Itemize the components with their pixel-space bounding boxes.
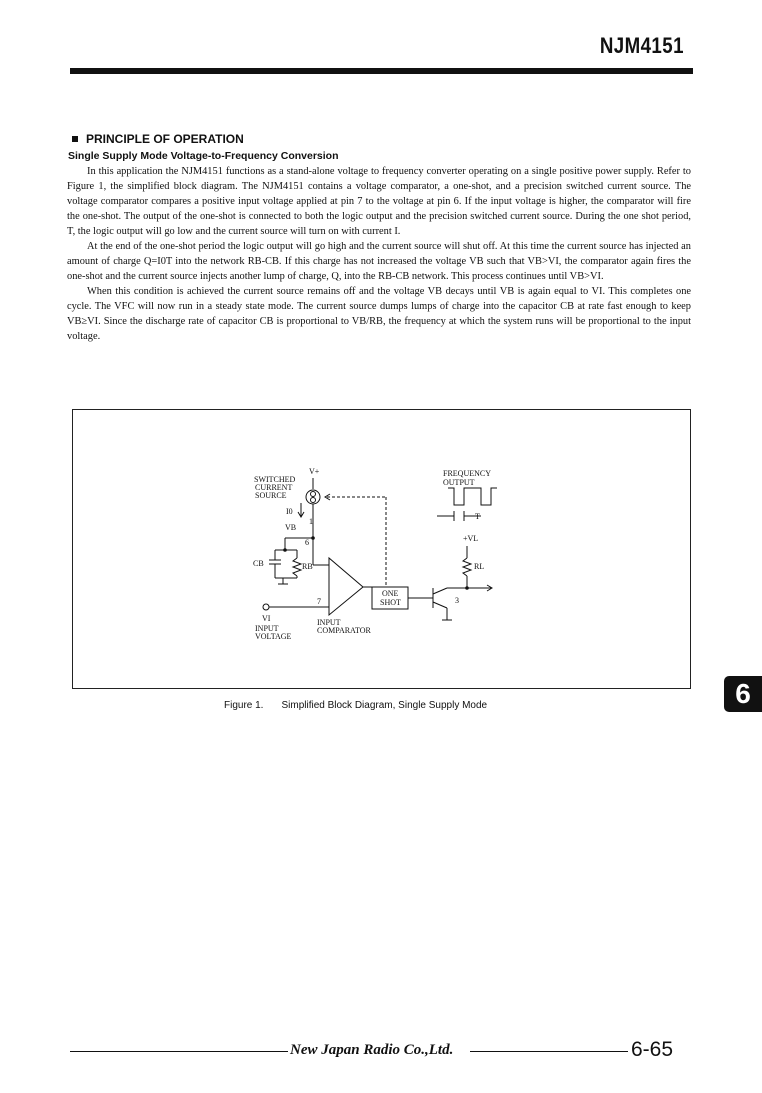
- label-rl: RL: [474, 562, 485, 571]
- label-pin6: 6: [305, 538, 309, 547]
- paragraph: When this condition is achieved the current source remains off and the voltage VB decays until VB is again equal to VI. This completes one cycle. The VFC will now run in a steady state mode. The current source dumps lumps of charge into the capacitor CB at rate fast enough to keep VB≥VI. Since the discharge rate of capacitor CB is proportional to VB/RB, the frequency at which the system runs will be proportional to the input voltage.: [67, 286, 691, 342]
- label-vb: VB: [285, 523, 297, 532]
- label-pin7: 7: [317, 597, 321, 606]
- label-i0: I0: [286, 507, 293, 516]
- label-one: ONE: [382, 589, 399, 598]
- footer-brand: New Japan Radio Co.,Ltd.: [290, 1042, 454, 1058]
- section-heading-text: PRINCIPLE OF OPERATION: [86, 132, 244, 146]
- header-rule: [70, 68, 693, 74]
- label-switched: SWITCHED: [254, 475, 296, 484]
- label-frequency: FREQUENCY: [443, 469, 492, 478]
- label-source: SOURCE: [255, 491, 287, 500]
- label-vplus: V+: [309, 467, 320, 476]
- section-heading: [68, 132, 244, 146]
- label-comparator: COMPARATOR: [317, 626, 371, 635]
- section-tab: 6: [724, 676, 762, 712]
- section-subheading: Single Supply Mode Voltage-to-Frequency Conversion: [68, 150, 339, 162]
- rl-resistor: [463, 558, 471, 576]
- label-comp-input: INPUT: [317, 618, 341, 627]
- frequency-waveform: [448, 488, 497, 505]
- caption-text: Simplified Block Diagram, Single Supply Mode: [281, 700, 488, 711]
- label-rb: RB: [302, 562, 313, 571]
- label-vl: +VL: [463, 534, 479, 543]
- label-shot: SHOT: [380, 598, 401, 607]
- footer-rule-left: [70, 1051, 288, 1052]
- caption-label: Figure 1.: [224, 700, 264, 711]
- label-pin3: 3: [455, 596, 459, 605]
- comparator-symbol: [329, 558, 363, 615]
- bullet-icon: [72, 136, 78, 142]
- label-current: CURRENT: [255, 483, 293, 492]
- rb-resistor: [293, 558, 301, 576]
- footer-rule-right: [470, 1051, 628, 1052]
- paragraph: At the end of the one-shot period the logic output will go high and the current source will shut off. At this time the current source has injected an amount of charge Q=I0T into the network RB-CB. If this charge has not increased the voltage VB such that VB>VI, the comparator again fires the one-shot and the current source injects another lump of charge, Q, into the RB-CB network. This process continues until VB>VI.: [67, 241, 691, 282]
- body-text: [67, 164, 691, 344]
- label-pin1: 1: [309, 517, 313, 526]
- figure-frame: [72, 409, 691, 689]
- label-vi: VI: [262, 614, 271, 623]
- label-cb: CB: [253, 559, 264, 568]
- page-number: 6-65: [631, 1038, 674, 1061]
- label-t: T: [475, 512, 480, 521]
- part-number: NJM4151: [599, 33, 684, 58]
- figure-caption: [224, 700, 487, 711]
- block-diagram: [73, 410, 692, 690]
- label-output: OUTPUT: [443, 478, 475, 487]
- label-voltage: VOLTAGE: [255, 632, 292, 641]
- label-input: INPUT: [255, 624, 279, 633]
- paragraph: In this application the NJM4151 functions as a stand-alone voltage to frequency converter operating on a single positive power supply. Refer to Figure 1, the simplified block diagram. The NJM4151 contains a voltage comparator, a one-shot, and a precision switched current source. The voltage comparator compares a positive input voltage applied at pin 7 to the voltage at pin 6. If the input voltage is higher, the comparator will fire the one-shot. The output of the one-shot is connected to both the logic output and the precision switched current source. During the one shot period, T, the logic output will go low and the current source will turn on with current I.: [67, 166, 691, 237]
